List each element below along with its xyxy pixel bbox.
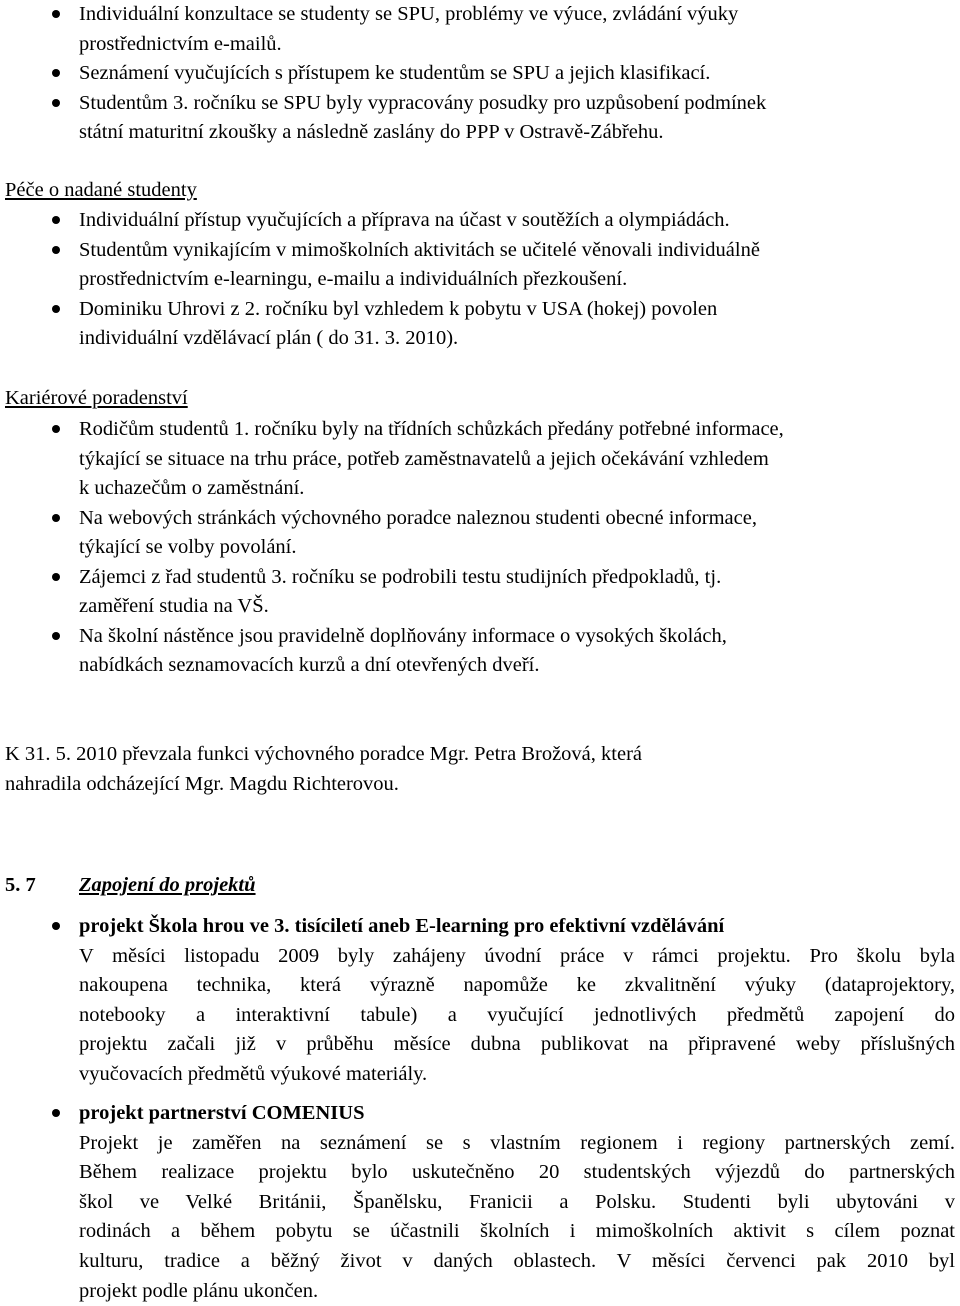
gifted-list [0,206,960,354]
note-line: nahradila odcházející Mgr. Magdu Richterovou. [5,773,399,795]
list-item-line: prostřednictvím e-learningu, e-mailu a individuálních přezkoušení. [79,268,628,290]
bullet-icon [52,632,60,640]
list-item-line: zaměření studia na VŠ. [79,595,269,617]
project-item [0,1099,960,1306]
project-line: kulturu, tradice a běžný život v daných oblastech. V měsíci červenci pak 2010 byl [79,1249,955,1272]
project-line: projektu začali již v průběhu měsíce dubna publikovat na připravené weby příslušných [79,1033,955,1056]
list-item [0,89,960,148]
section-heading [5,870,256,900]
bullet-icon [52,10,60,18]
section-number: 5. 7 [5,874,36,896]
projects-list-2 [0,1099,960,1306]
list-item-line: prostřednictvím e-mailů. [79,32,282,55]
list-item-line: k uchazečům o zaměstnání. [79,477,305,499]
list-item [0,59,960,89]
bullet-icon [52,99,60,107]
project-line: vyučovacích předmětů výukové materiály. [79,1062,428,1085]
list-item-line: Seznámení vyučujících s přístupem ke studentům se SPU a jejich klasifikací. [79,62,711,84]
list-item-line: Studentům vynikajícím v mimoškolních aktivitách se učitelé věnovali individuálně [79,238,760,261]
list-item-line: Zájemci z řad studentů 3. ročníku se podrobili testu studijních předpokladů, tj. [79,565,722,588]
list-item-line: Individuální konzultace se studenty se SPU, problémy ve výuce, zvládání výuky [79,3,739,25]
note-line: K 31. 5. 2010 převzala funkci výchovného poradce Mgr. Petra Brožová, která [5,743,643,765]
list-item-line: týkající se volby povolání. [79,536,297,558]
spu-list [0,0,960,148]
list-item-line: Individuální přístup vyučujících a příprava na účast v soutěžích a olympiádách. [79,209,730,231]
list-item [0,0,960,59]
career-list [0,415,960,681]
list-item [0,622,960,681]
list-item [0,295,960,354]
list-item [0,236,960,295]
bullet-icon [52,573,60,581]
bullet-icon [52,514,60,522]
bullet-icon [52,1109,60,1117]
list-item-line: nabídkách seznamovacích kurzů a dní otevřených dveří. [79,654,540,676]
project-line: projekt podle plánu ukončen. [79,1279,319,1302]
project-line: nakoupena technika, která výrazně napomůže ke zkvalitnění výuky (dataprojektory, [79,974,955,997]
project-title: projekt Škola hrou ve 3. tisíciletí aneb E-learning pro efektivní vzdělávání [79,915,725,937]
list-item-line: Rodičům studentů 1. ročníku byly na třídních schůzkách předány potřebné informace, [79,418,784,440]
list-item [0,563,960,622]
project-line: notebooky a interaktivní tabule) a vyučující jednotlivých předmětů zapojení do [79,1003,955,1026]
bullet-icon [52,305,60,313]
project-line: Během realizace projektu bylo uskutečněno 20 studentských výjezdů do partnerských [79,1161,955,1184]
gifted-heading: Péče o nadané studenty [5,179,197,201]
list-item-line: individuální vzdělávací plán ( do 31. 3. 2010). [79,327,459,349]
list-item [0,206,960,236]
list-item-line: Studentům 3. ročníku se SPU byly vypracovány posudky pro uzpůsobení podmínek [79,91,767,114]
list-item-line: týkající se situace na trhu práce, potřeb zaměstnavatelů a jejich očekávání vzhledem [79,447,769,470]
list-item [0,415,960,504]
section-title: Zapojení do projektů [79,874,256,896]
project-item [0,912,960,1090]
bullet-icon [52,922,60,930]
project-line: škol ve Velké Británii, Španělsku, Franicii a Polsku. Studenti byli ubytováni v [79,1190,955,1213]
bullet-icon [52,69,60,77]
list-item-line: Na webových stránkách výchovného poradce naleznou studenti obecné informace, [79,506,757,529]
bullet-icon [52,425,60,433]
project-title: projekt partnerství COMENIUS [79,1102,365,1124]
bullet-icon [52,216,60,224]
projects-list [0,912,960,1090]
advisor-note [5,739,642,799]
project-line: rodinách a během pobytu se účastnili školních i mimoškolních aktivit s cílem poznat [79,1220,955,1243]
list-item-line: Dominiku Uhrovi z 2. ročníku byl vzhledem k pobytu v USA (hokej) povolen [79,297,718,320]
bullet-icon [52,246,60,254]
career-heading: Kariérové poradenství [5,387,188,409]
list-item-line: státní maturitní zkoušky a následně zaslány do PPP v Ostravě-Zábřehu. [79,121,664,143]
list-item [0,504,960,563]
list-item-line: Na školní nástěnce jsou pravidelně doplňovány informace o vysokých školách, [79,624,727,647]
project-line: V měsíci listopadu 2009 byly zahájeny úvodní práce v rámci projektu. Pro školu byla [79,944,955,967]
project-line: Projekt je zaměřen na seznámení se s vlastním regionem i regiony partnerských zemí. [79,1131,955,1154]
